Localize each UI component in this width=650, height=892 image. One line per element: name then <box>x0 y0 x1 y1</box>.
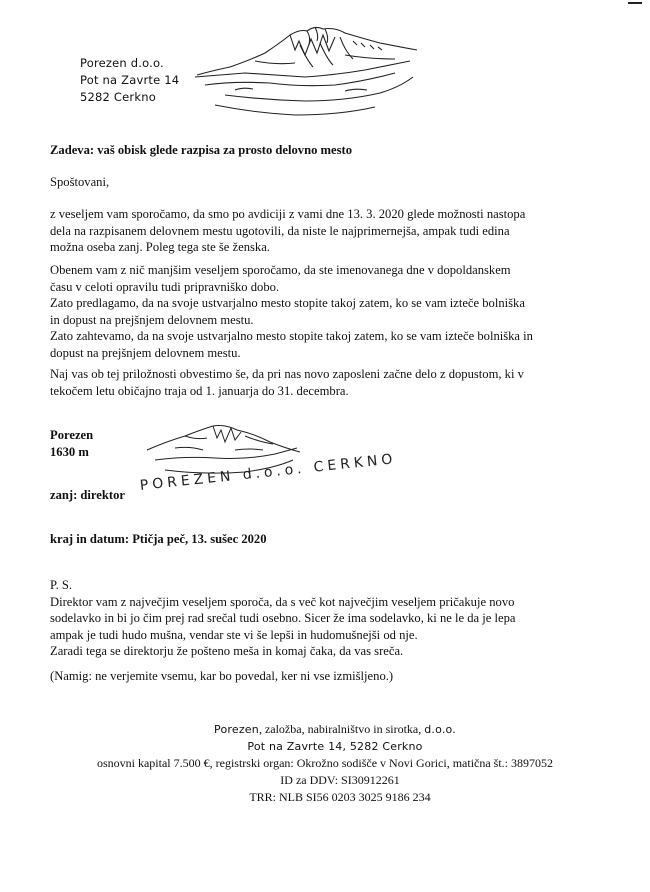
subject-line: Zadeva: vaš obisk glede razpisa za prosto delovno mesto <box>50 143 353 157</box>
paragraph-line: času v celoti opravilu tudi pripravniško dobo. <box>50 279 280 294</box>
paragraph-line: in dopust na prejšnjem delovnem mestu. <box>50 312 254 327</box>
paragraph-line: Naj vas ob tej priložnosti obvestimo še, da pri nas novo zaposleni začne delo z dopustom, ki v <box>50 367 524 381</box>
footer-trr: TRR: NLB SI56 0203 3025 9186 234 <box>249 790 431 804</box>
date-line: kraj in datum: Ptičja peč, 13. sušec 2020 <box>50 532 267 546</box>
paragraph-1 <box>50 206 525 256</box>
paragraph-line: Obenem vam z nič manjšim veseljem sporočamo, da ste imenovanega dne v dopoldanskem <box>50 263 511 277</box>
paragraph-line: tekočem letu običajno traja od 1. januarja do 31. decembra. <box>50 383 349 398</box>
ps-label: P. S. <box>50 578 73 592</box>
paragraph-line: možna oseba zanj. Poleg tega ste še ženska. <box>50 240 270 255</box>
header-address <box>80 55 179 106</box>
ps-line: ampak je tudi hudo mušna, vendar ste vi še lepši in hudomušnejši od nje. <box>50 627 418 642</box>
paragraph-line: dela na razpisanem delovnem mestu ugotovili, da niste le najprimernejša, ampak tudi edina <box>50 223 510 238</box>
header-city: 5282 Cerkno <box>80 90 156 104</box>
footer-vat: ID za DDV: SI30912261 <box>280 773 400 787</box>
footer-company-line <box>0 721 650 738</box>
footer <box>0 721 650 806</box>
signature-altitude: 1630 m <box>50 444 89 459</box>
footer-dd-hand: d.o.o. <box>424 723 456 736</box>
ps-line: Direktor vam z največjim veseljem sporoča, da s več kot največjim veseljem pričakuje novo <box>50 594 515 609</box>
ps-line: Zaradi tega se direktorju že pošteno meša in komaj čaka, da vas sreča. <box>50 644 404 659</box>
paragraph-2 <box>50 262 533 362</box>
signature-role: zanj: direktor <box>50 488 125 502</box>
paragraph-line: dopust na prejšnjem delovnem mestu. <box>50 345 241 360</box>
mountain-logo-icon <box>195 15 425 125</box>
footer-capital: osnovni kapital 7.500 €, registrski organ: Okrožno sodišče v Novi Gorici, matična št.: 3897052 <box>96 756 554 770</box>
signature-place <box>50 427 93 460</box>
ps-hint: (Namig: ne verjemite vsemu, kar bo povedal, ker ni vse izmišljeno.) <box>50 669 394 683</box>
company-stamp: POREZEN d.o.o. CERKNO <box>139 451 398 494</box>
corner-mark <box>628 2 642 4</box>
paragraph-line: z veseljem vam sporočamo, da smo po avdiciji z vami dne 13. 3. 2020 glede možnosti nastopa <box>50 207 526 221</box>
header-street: Pot na Zavrte 14 <box>80 73 180 87</box>
paragraph-line: Zato zahtevamo, da na svoje ustvarjalno mesto stopite takoj zatem, ko se vam izteče bolniška in <box>50 329 533 344</box>
header-company: Porezen d.o.o. <box>80 56 164 70</box>
ps-line: sodelavko in bi jo čim prej rad srečal tudi osebno. Sicer že ima sodelavko, ki ne le da je lepa <box>50 611 516 626</box>
footer-company-hand: Porezen <box>214 723 259 736</box>
postscript <box>50 577 515 660</box>
paragraph-line: Zato predlagamo, da na svoje ustvarjalno mesto stopite takoj zatem, ko se vam izteče bolniška <box>50 296 525 311</box>
greeting: Spoštovani, <box>50 175 110 189</box>
footer-address: Pot na Zavrte 14, 5282 Cerkno <box>247 740 423 753</box>
signature-place-name: Porezen <box>50 428 94 442</box>
footer-company-rest: , založba, nabiralništvo in sirotka, <box>258 722 422 736</box>
paragraph-3 <box>50 366 524 399</box>
